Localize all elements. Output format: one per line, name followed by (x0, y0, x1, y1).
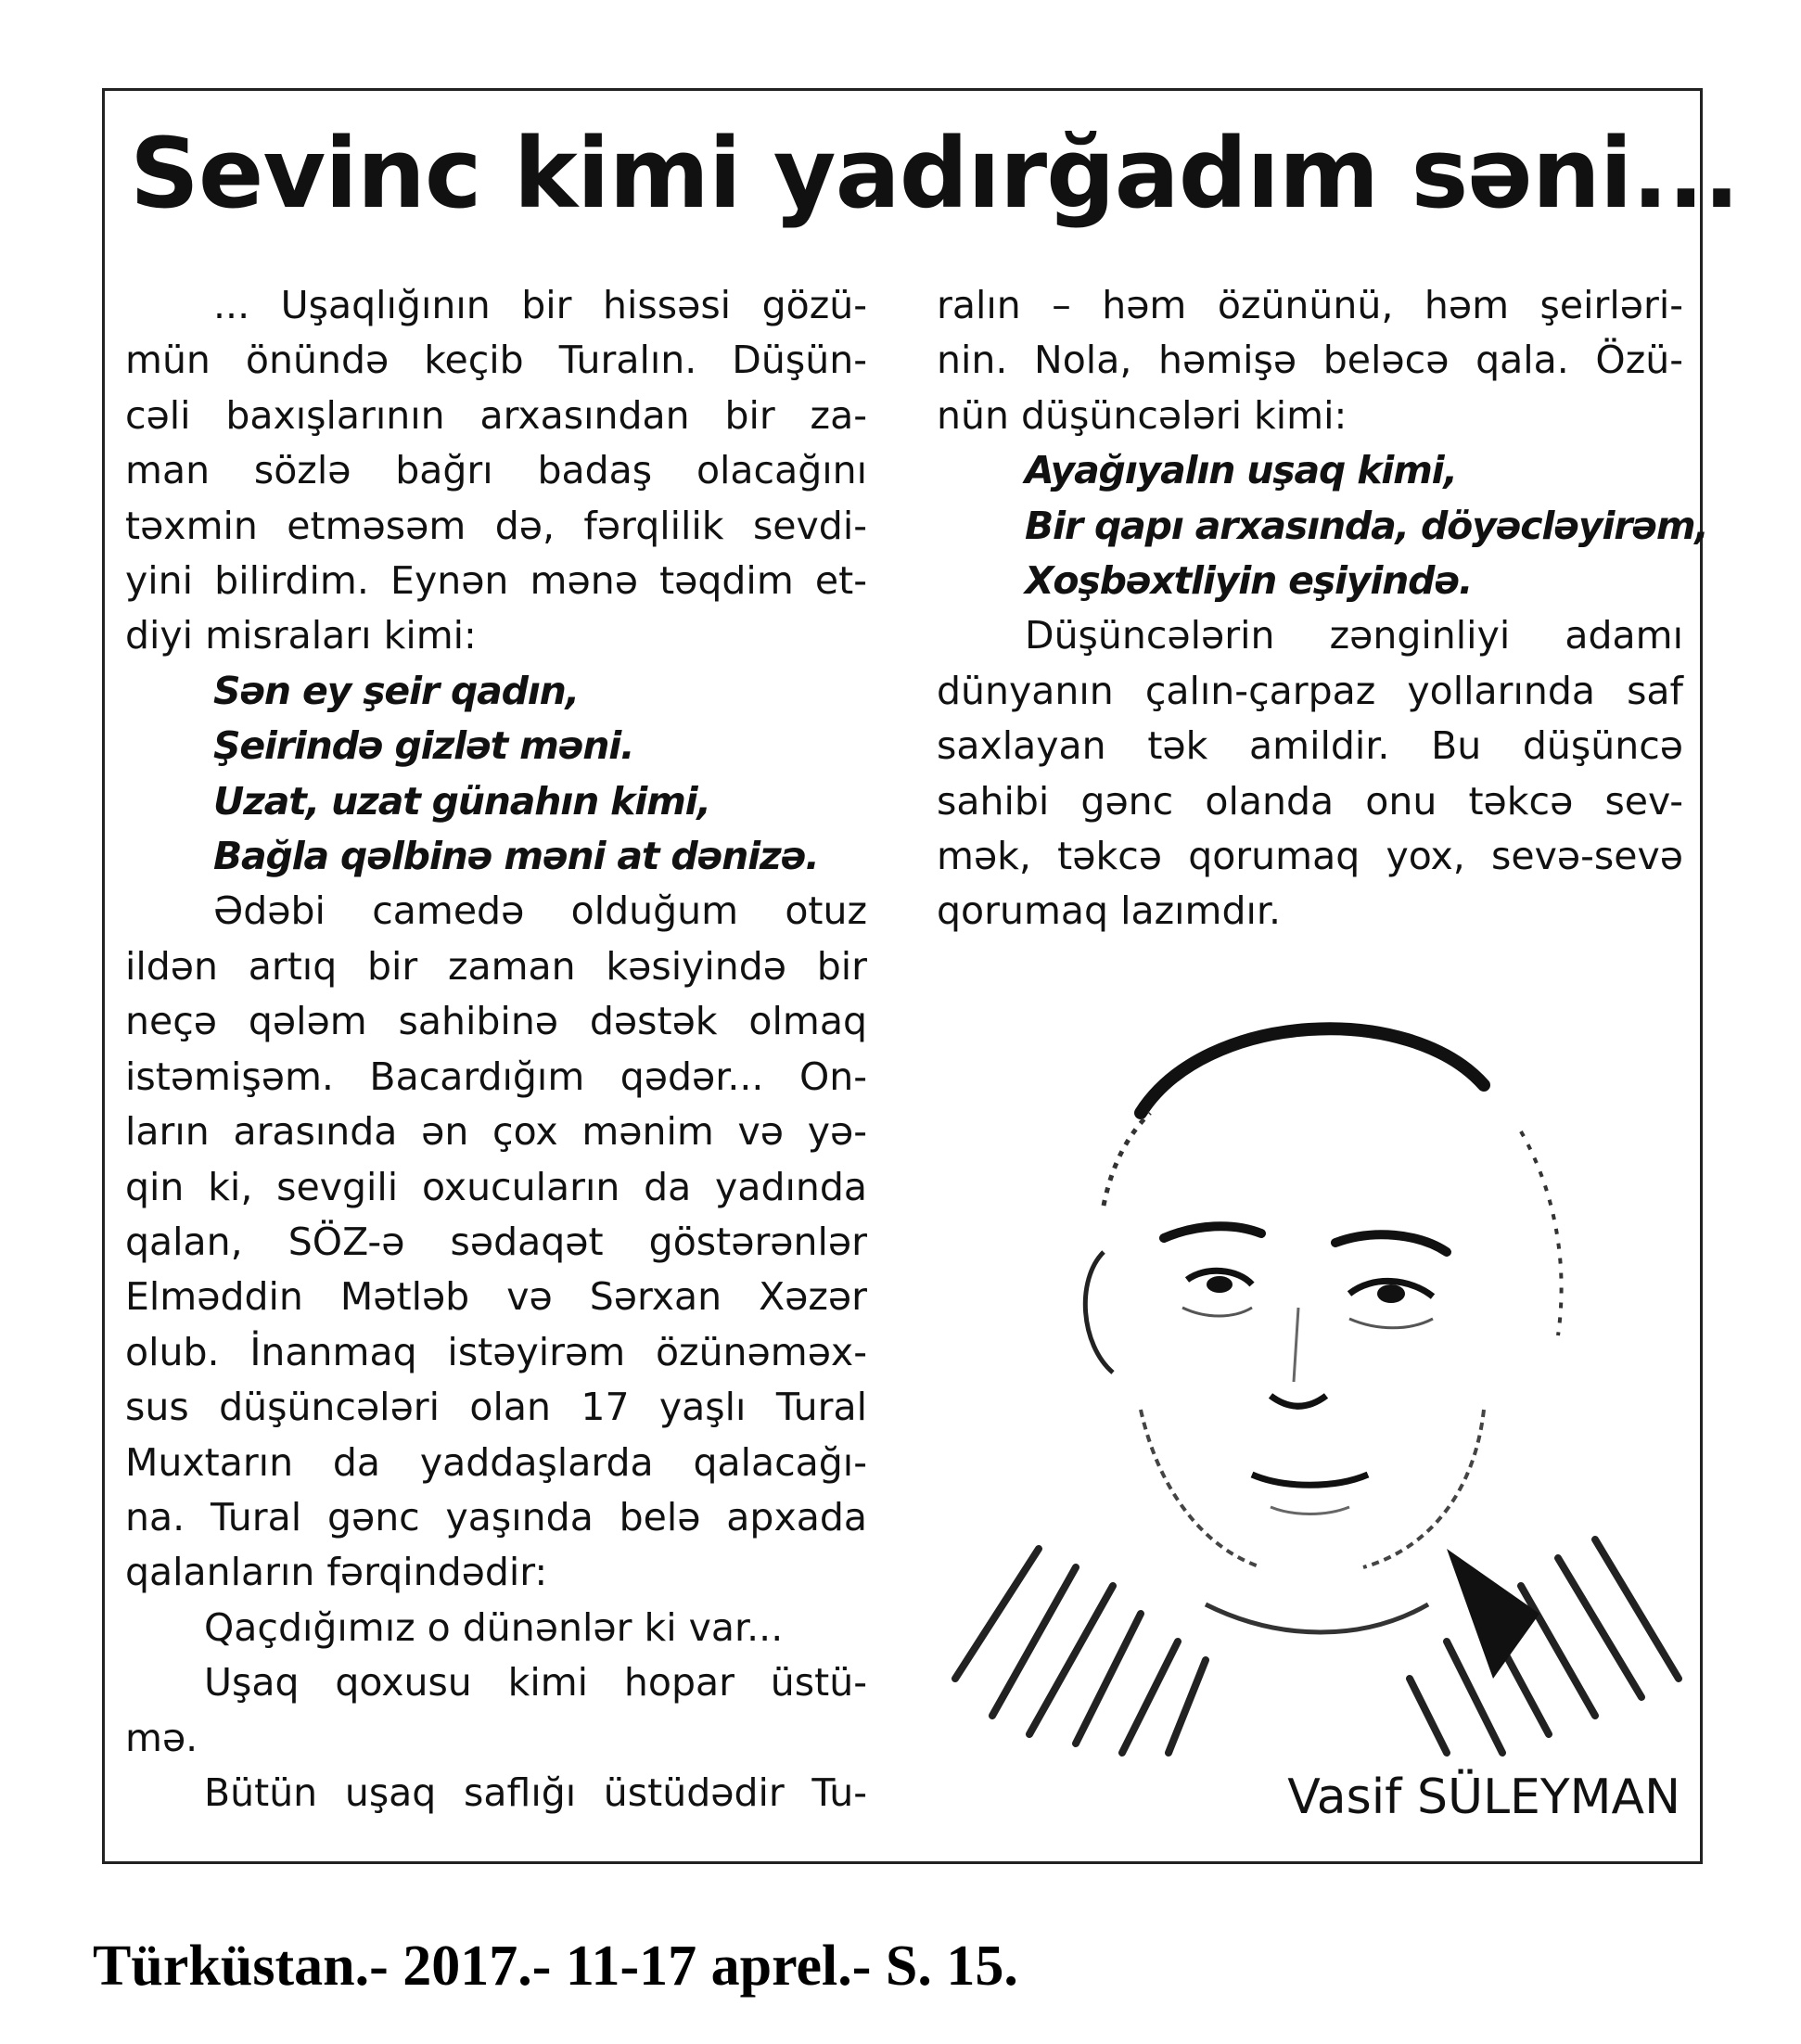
paragraph-line: ların arasında ən çox mənim və yə- (125, 1109, 867, 1155)
poem-line: Sən ey şeir qadın, (213, 668, 579, 713)
paragraph-line: olub. İnanmaq istəyirəm özünəməx- (125, 1329, 867, 1374)
poem-line: Bağla qəlbinə məni at dənizə. (213, 834, 819, 879)
paragraph-line: yini bilirdim. Eynən mənə təqdim et- (125, 558, 867, 604)
paragraph-line: nün düşüncələri kimi: (937, 392, 1348, 438)
poem-line: Şeirində gizlət məni. (213, 723, 634, 769)
paragraph-line: istəmişəm. Bacardığım qədər... On- (125, 1054, 867, 1099)
paragraph-line: Elməddin Mətləb və Sərxan Xəzər (125, 1274, 867, 1320)
paragraph-line: sahibi gənc olanda onu təkcə sev- (937, 778, 1683, 824)
quote-line: mə. (125, 1715, 198, 1760)
paragraph-line: Bütün uşaq saflığı üstüdədir Tu- (204, 1769, 867, 1815)
paragraph-line: saxlayan tək amildir. Bu düşüncə (937, 723, 1683, 769)
poem-line: Xoşbəxtliyin eşiyində. (1025, 558, 1473, 604)
paragraph-line: ildən artıq bir zaman kəsiyində bir (125, 943, 867, 989)
source-citation: Türküstan.- 2017.- 11-17 aprel.- S. 15. (93, 1935, 1018, 1998)
paragraph-line: ... Uşaqlığının bir hissəsi gözü- (213, 283, 867, 327)
paragraph-line: mün önündə keçib Turalın. Düşün- (125, 338, 867, 383)
paragraph-line: mək, təkcə qorumaq yox, sevə-sevə (937, 834, 1683, 879)
paragraph-line: Muxtarın da yaddaşlarda qalacağı- (125, 1439, 867, 1485)
author-portrait (927, 974, 1697, 1762)
quote-line: Uşaq qoxusu kimi hopar üstü- (204, 1660, 867, 1705)
paragraph-line: dünyanın çalın-çarpaz yollarında saf (937, 668, 1683, 713)
paragraph-line: Düşüncələrin zənginliyi adamı (1025, 613, 1683, 658)
paragraph-line: qalanların fərqindədir: (125, 1550, 548, 1595)
paragraph-line: təxmin etməsəm də, fərqlilik sevdi- (125, 503, 867, 548)
poem-line: Bir qapı arxasında, döyəcləyirəm, (1025, 503, 1708, 548)
paragraph-line: qin ki, sevgili oxucuların da yadında (125, 1164, 867, 1209)
right-column (937, 278, 1708, 939)
paragraph-line: qalan, SÖZ-ə sədaqət göstərənlər (125, 1219, 867, 1264)
paragraph-line: Ədəbi camedə olduğum otuz (213, 888, 867, 934)
paragraph-line: nin. Nola, həmişə beləcə qala. Özü- (937, 338, 1683, 383)
paragraph-line: sus düşüncələri olan 17 yaşlı Tural (125, 1385, 867, 1430)
left-column (125, 278, 867, 1820)
author-signature: Vasif SÜLEYMAN (1287, 1769, 1680, 1825)
poem-line: Uzat, uzat günahın kimi, (213, 778, 710, 824)
paragraph-line: cəli baxışlarının arxasından bir za- (125, 392, 867, 438)
paragraph-line: neçə qələm sahibinə dəstək olmaq (125, 999, 867, 1044)
paragraph-line: qorumaq lazımdır. (937, 888, 1281, 934)
paragraph-line: man sözlə bağrı badaş olacağını (125, 448, 867, 493)
quote-line: Qaçdığımız o dünənlər ki var... (204, 1604, 784, 1650)
poem-line: Ayağıyalın uşaq kimi, (1025, 448, 1457, 493)
article-headline: Sevinc kimi yadırğadım səni... (130, 117, 1740, 230)
paragraph-line: ralın – həm özününü, həm şeirləri- (937, 283, 1683, 327)
paragraph-line: na. Tural gənc yaşında belə apxada (125, 1494, 867, 1539)
paragraph-line: diyi misraları kimi: (125, 613, 477, 658)
